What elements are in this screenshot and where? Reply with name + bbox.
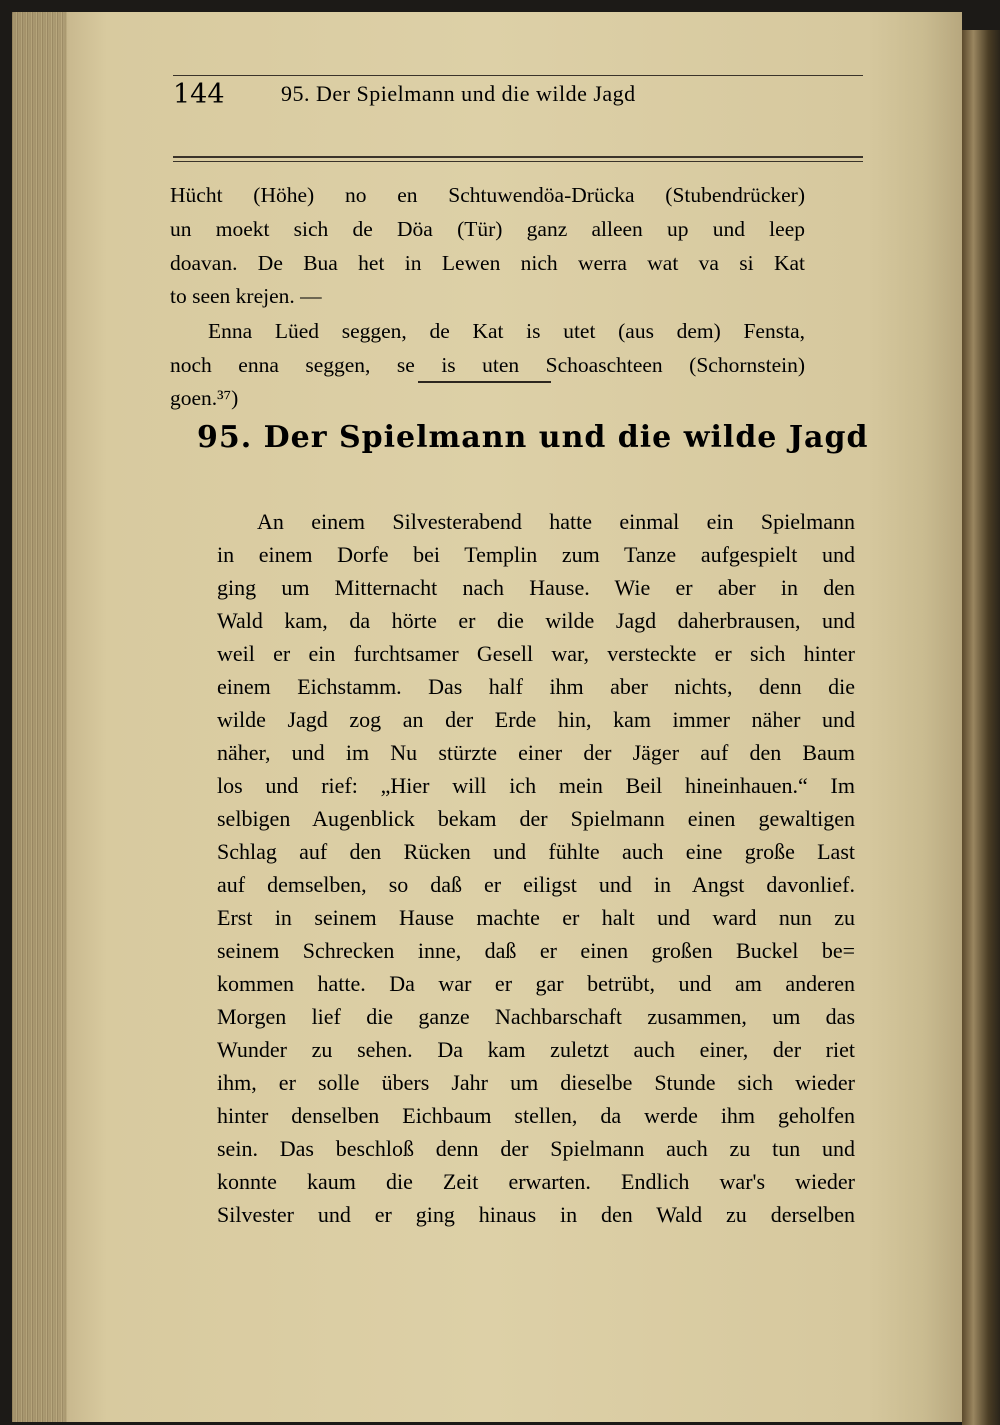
- chapter-heading: 95. Der Spielmann und die wilde Jagd: [197, 420, 869, 455]
- text-line: un moekt sich de Döa (Tür) ganz alleen up und leep: [170, 217, 805, 241]
- text-line: kommen hatte. Da war er gar betrübt, und am anderen: [217, 971, 855, 996]
- text-line: An einem Silvesterabend hatte einmal ein Spielmann: [257, 509, 855, 534]
- text-line: Erst in seinem Hause machte er halt und ward nun zu: [217, 905, 855, 930]
- text-line: Wunder zu sehen. Da kam zuletzt auch einer, der riet: [217, 1037, 855, 1062]
- text-line: näher, und im Nu stürzte einer der Jäger auf den Baum: [217, 740, 855, 765]
- text-line: seinem Schrecken inne, daß er einen großen Buckel be=: [217, 938, 855, 963]
- text-line: auf demselben, so daß er eiligst und in Angst davonlief.: [217, 872, 855, 897]
- text-line: Enna Lüed seggen, de Kat is utet (aus dem) Fensta,: [208, 319, 805, 343]
- running-title: 95. Der Spielmann und die wilde Jagd: [281, 81, 636, 106]
- header-rule-thin: [173, 161, 863, 162]
- text-line: wilde Jagd zog an der Erde hin, kam immer näher und: [217, 707, 855, 732]
- text-line: einem Eichstamm. Das half ihm aber nichts, denn die: [217, 674, 855, 699]
- text-line: noch enna seggen, se is uten Schoaschteen (Schornstein): [170, 353, 805, 377]
- header-rule-top: [173, 75, 863, 76]
- book-cover-edge: [962, 30, 1000, 1425]
- page-edges-left: [12, 12, 67, 1422]
- text-line: to seen krejen. —: [170, 284, 322, 308]
- text-line: weil er ein furchtsamer Gesell war, versteckte er sich hinter: [217, 641, 855, 666]
- text-line: Wald kam, da hörte er die wilde Jagd daherbrausen, und: [217, 608, 855, 633]
- text-line: ging um Mitternacht nach Hause. Wie er aber in den: [217, 575, 855, 600]
- text-line: Hücht (Höhe) no en Schtuwendöa-Drücka (Stubendrücker): [170, 183, 805, 207]
- text-line: in einem Dorfe bei Templin zum Tanze aufgespielt und: [217, 542, 855, 567]
- text-line: goen.³⁷): [170, 386, 239, 410]
- text-line: selbigen Augenblick bekam der Spielmann einen gewaltigen: [217, 806, 855, 831]
- text-line: Silvester und er ging hinaus in den Wald zu derselben: [217, 1202, 855, 1227]
- text-line: los und rief: „Hier will ich mein Beil hineinhauen.“ Im: [217, 773, 855, 798]
- text-line: Morgen lief die ganze Nachbarschaft zusammen, um das: [217, 1004, 855, 1029]
- text-line: doavan. De Bua het in Lewen nich werra wat va si Kat: [170, 251, 805, 275]
- text-line: Schlag auf den Rücken und fühlte auch eine große Last: [217, 839, 855, 864]
- section-separator: [418, 381, 551, 383]
- header-rule-thick: [173, 156, 863, 158]
- text-line: hinter denselben Eichbaum stellen, da werde ihm geholfen: [217, 1103, 855, 1128]
- text-line: konnte kaum die Zeit erwarten. Endlich war's wieder: [217, 1169, 855, 1194]
- text-line: sein. Das beschloß denn der Spielmann auch zu tun und: [217, 1136, 855, 1161]
- text-line: ihm, er solle übers Jahr um dieselbe Stunde sich wieder: [217, 1070, 855, 1095]
- page-number: 144: [173, 79, 225, 110]
